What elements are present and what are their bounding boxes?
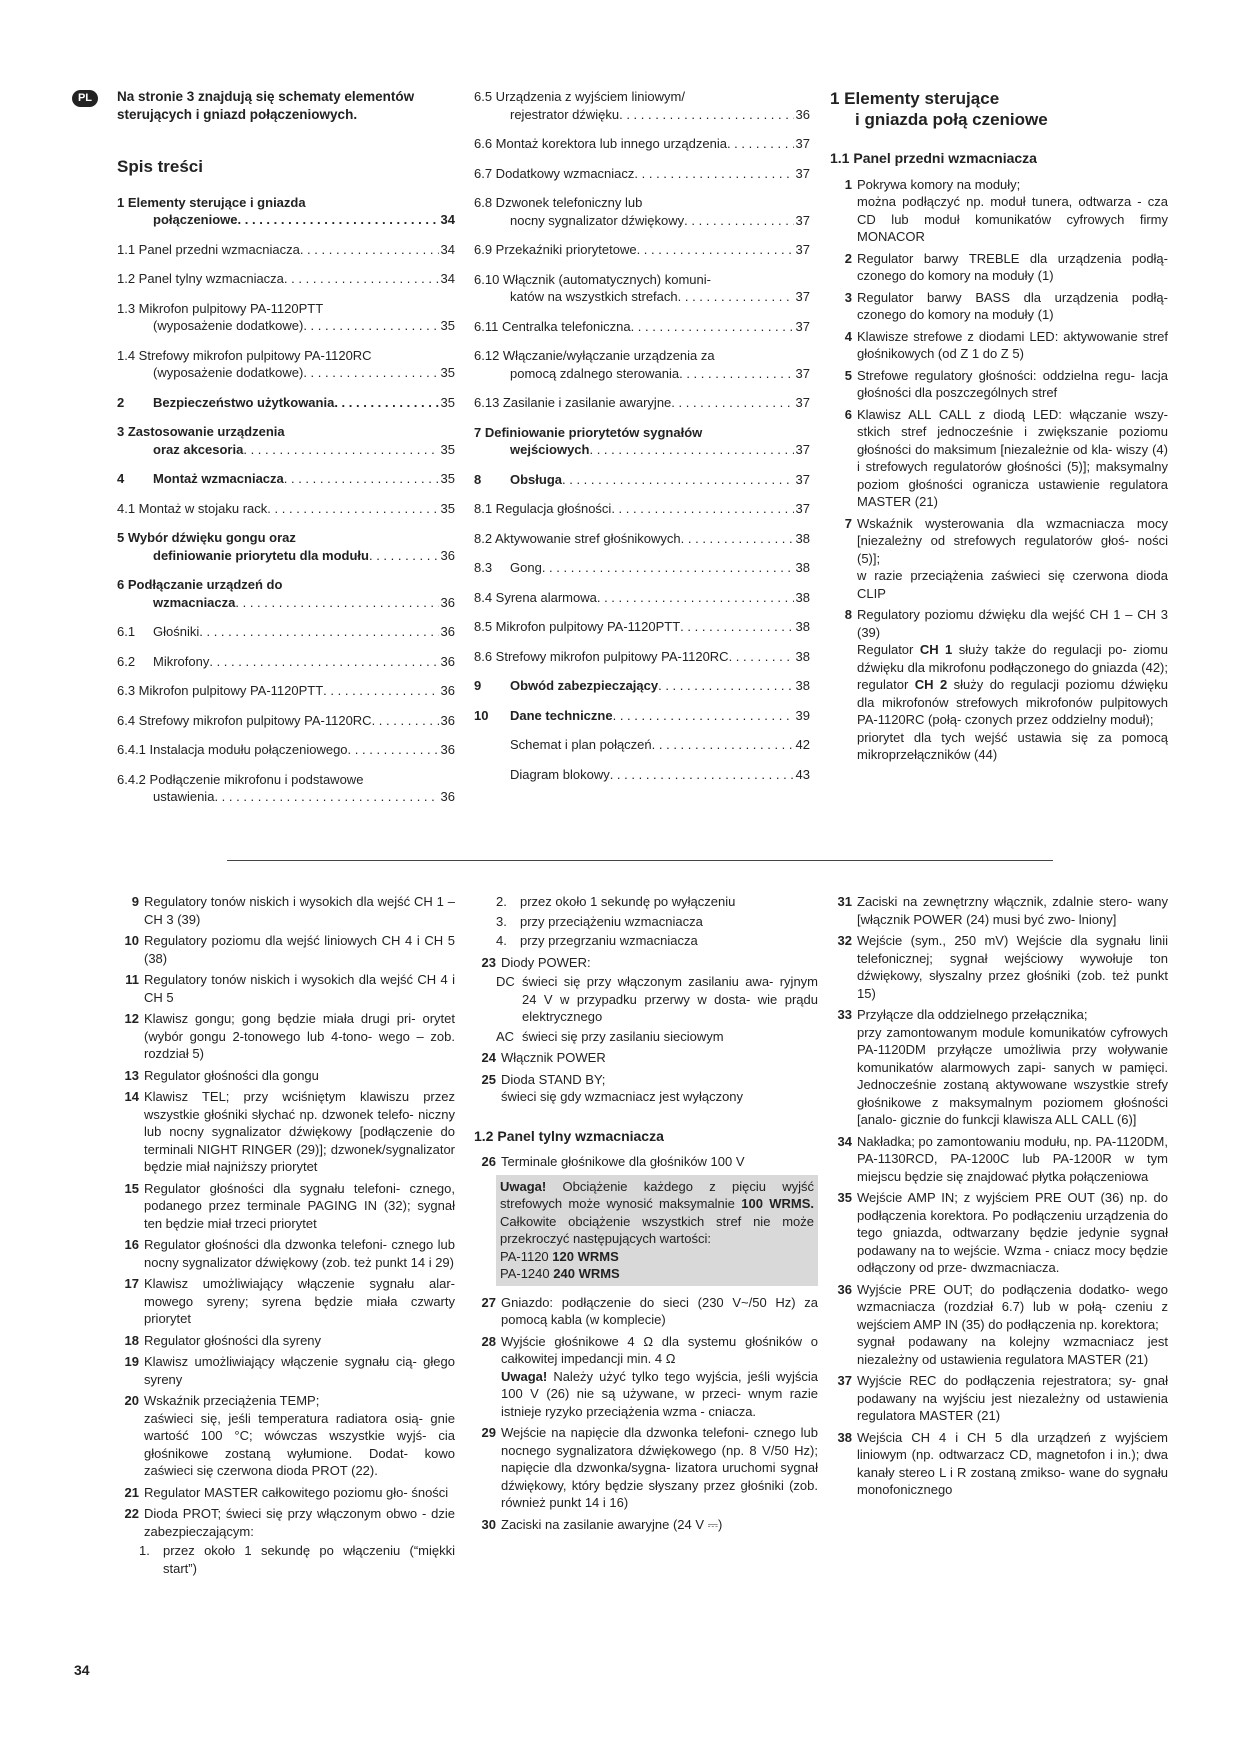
sub-list-item: 1. przez około 1 sekundę po włączeniu (“miękki start”) [139,1543,455,1576]
list-item: 33 Przyłącze dla oddzielnego przełącznika; przy zamontowanym module komunikatów cyfrowych PA-1120DM przyłącze umożliwia przy woływanie komunikatów alarmowych zapi- sanych w pamięci. Jednocześnie zostaną aktywowane wszystkie strefy głośnikowe z maksymalnym poziomem głośności [analo- gicznie do funkcji klawisza ALL CALL (6)] [837,1007,1168,1127]
toc-entry: 2 Bezpieczeństwo użytkowania . . . 35 [117,394,455,412]
sub-list-item: DC świeci się przy włączonym zasilaniu awa- ryjnym 24 V w przypadku przerwy w dosta- wie prądu elektrycznego [496,974,818,1024]
list-item: 14 Klawisz TEL; przy wciśniętym klawiszu przez wszystkie głośniki słychać np. dzwonek telefo- niczny lub nocny sygnalizator dźwiękowy [podłączenie do terminali NIGHT RINGER (29)]; dzwonek/sygnalizator będzie miał najniższy priorytet [124,1089,455,1174]
toc-entry: 8.4 Syrena alarmowa . . . 38 [474,589,810,607]
sub-list-item: AC świeci się przy zasilaniu sieciowym [496,1028,724,1044]
list-item: 3 Regulator barwy BASS dla urządzenia podłą- czonego do komory na moduły (1) [844,289,1168,322]
list-item: 7 Wskaźnik wysterowania dla wzmacniacza mocy [niezależny od strefowych regulatorów głoś- ności (5)]; w razie przeciążenia zaświeci się czerwona dioda CLIP [844,515,1168,601]
toc-entry: 1 Elementy sterujące i gniazda połączeniowe . . . 34 [117,194,455,229]
list-item: 19 Klawisz umożliwiający włączenie sygnału cią- głego syreny [124,1354,455,1387]
toc-entry: 6.2 Mikrofony . . . 36 [117,653,455,671]
section-divider [227,860,1053,861]
toc-entry: 8.2 Aktywowanie stref głośnikowych . . . 38 [474,530,810,548]
toc-entry: 4 Montaż wzmacniacza . . . 35 [117,470,455,488]
list-item: 18 Regulator głośności dla syreny [124,1332,322,1348]
list-item: 20 Wskaźnik przeciążenia TEMP; zaświeci się, jeśli temperatura radiatora osią- gnie wartość 100 °C; wówczas wszystkie wyjś- cia głośnikowe zostaną wyłumione. Dodat- kowo zaświeci się czerwona dioda PROT (22). [124,1393,455,1478]
toc-entry: 6.10 Włącznik (automatycznych) komuni- katów na wszystkich strefach . . . 37 [474,271,810,306]
list-item: 37 Wyjście REC do podłączenia rejestratora; sy- gnał podawany na wyjściu jest niezależny od ustawienia regulatora MASTER (21) [837,1373,1168,1423]
toc-entry: 6.4.2 Podłączenie mikrofonu i podstawowe ustawienia . . . 36 [117,771,455,806]
toc-column-2 [474,88,810,795]
list-item: 6 Klawisz ALL CALL z diodą LED: włączanie wszy- stkich stref jednocześnie i zwiększanie poziomu głośności do maksimum [niezależnie od kla- wiszy (4) i strefowych regulatorów głośności (5)]; maksymalny poziom głośności ogranicza ustawienie regulatora MASTER (21) [844,406,1168,509]
sub-list-item: 4. przy przegrzaniu wzmacniacza [496,933,698,948]
toc-entry: 9 Obwód zabezpieczający . . . 38 [474,677,810,695]
sub-list-item: 2. przez około 1 sekundę po wyłączeniu [496,894,736,909]
list-item: 34 Nakładka; po zamontowaniu modułu, np. PA-1120DM, PA-1130RCD, PA-1200C lub PA-1200R w tym miejscu będzie się znajdować płytka połączeniowa [837,1133,1168,1184]
toc-entry: 8 Obsługa . . . 37 [474,471,810,489]
toc-entry: 1.3 Mikrofon pulpitowy PA-1120PTT (wyposażenie dodatkowe) . . . 35 [117,300,455,335]
bottom-column-2 [474,893,818,1537]
list-item: 23 Diody POWER: [481,954,591,970]
list-item: 36 Wyjście PRE OUT; do podłączenia dodatko- wego wzmacniacza (rozdział 6.7) lub w połą- czeniu z wejściem AMP IN (35) do podłączenia np. korektora; sygnał podawany na kolejny wzmacniacz jest niezależny od ustawienia regulatora MASTER (21) [837,1281,1168,1367]
intro-text: Na stronie 3 znajdują się schematy elementów sterujących i gniazd połączeniowych. [117,89,415,122]
toc-entry: 6.1 Głośniki . . . 36 [117,623,455,641]
list-item: 21 Regulator MASTER całkowitego poziomu gło- śności [124,1484,449,1500]
toc-entry: 3 Zastosowanie urządzenia oraz akcesoria . . . 35 [117,423,455,458]
sub-list-item: 3. przy przeciążeniu wzmacniacza [496,913,703,929]
list-item: 31 Zaciski na zewnętrzny włącznik, zdalnie stero- wany [włącznik POWER (24) musi być zwo- lniony] [837,894,1168,927]
toc-entry: 1.2 Panel tylny wzmacniacza . . . 34 [117,270,455,288]
section-1-column [830,88,1168,768]
toc-entry: 6.4.1 Instalacja modułu połączeniowego . . . 36 [117,741,455,759]
toc-entry: 6.9 Przekaźniki priorytetowe . . . 37 [474,241,810,259]
list-item: 27 Gniazdo: podłączenie do sieci (230 V~/50 Hz) za pomocą kabla (w komplecie) [481,1294,818,1327]
list-item: 9 Regulatory tonów niskich i wysokich dla wejść CH 1 – CH 3 (39) [131,894,455,927]
section-title: 1 Elementy sterujące i gniazda połą czeniowe [830,89,1048,129]
toc-entry: 6.6 Montaż korektora lub innego urządzenia . . . 37 [474,135,810,153]
list-item: 26 Terminale głośnikowe dla głośników 100 V [481,1154,745,1169]
toc-entry: 1.1 Panel przedni wzmacniacza . . . 34 [117,241,455,259]
list-item: 5 Strefowe regulatory głośności: oddzielna regu- lacja głośności dla poszczególnych stref [844,367,1168,400]
list-item: 11 Regulatory tonów niskich i wysokich dla wejść CH 4 i CH 5 [125,972,455,1005]
list-item: 38 Wejścia CH 4 i CH 5 dla urządzeń z wyjściem liniowym (np. odtwarzacz CD, magnetofon i in.); dwa kanały stereo L i R zostaną zmikso- wane do sygnału monofonicznego [837,1429,1168,1497]
toc-entry: 6.13 Zasilanie i zasilanie awaryjne . . . 37 [474,394,810,412]
list-item: 10 Regulatory poziomu dla wejść liniowych CH 4 i CH 5 (38) [124,933,455,966]
toc-entry: 6.5 Urządzenia z wyjściem liniowym/ rejestrator dźwięku . . . 36 [474,88,810,123]
toc-entry: 6 Podłączanie urządzeń do wzmacniacza . . . 36 [117,576,455,611]
subsection-title: 1.2 Panel tylny wzmacniacza [474,1127,664,1144]
warning-box: Uwaga! Obciążenie każdego z pięciu wyjść strefowych może wynosić maksymalnie 100 WRMS. Całkowite obciążenie wszystkich stref nie może przekroczyć następujących wartości: PA-1120 120 WRMS PA-1240 240 WRMS [496,1175,818,1286]
list-item: 2 Regulator barwy TREBLE dla urządzenia podłą- czonego do komory na moduły (1) [844,250,1168,283]
list-item: 1 Pokrywa komory na moduły; można podłączyć np. moduł tunera, odtwarza - cza CD lub moduł komunikatów cyfrowych firmy MONACOR [844,176,1168,244]
toc-entry: 8.6 Strefowy mikrofon pulpitowy PA-1120RC . . . 38 [474,648,810,666]
toc-entry: 8.1 Regulacja głośności . . . 37 [474,500,810,518]
toc-entry: 6.3 Mikrofon pulpitowy PA-1120PTT . . . 36 [117,682,455,700]
list-item: 16 Regulator głośności dla dzwonka telefoni- cznego lub nocny sygnalizator dźwiękowy (zob. też punkt 14 i 29) [124,1237,455,1270]
language-badge: PL [72,90,98,107]
toc-entry: 6.11 Centralka telefoniczna . . . 37 [474,318,810,336]
list-item: 28 Wyjście głośnikowe 4 Ω dla systemu głośników o całkowitej impedancji min. 4 Ω Uwaga! Należy użyć tylko tego wyjścia, jeśli wyjścia 100 V (26) nie są używane, w przeci- wnym razie istnieje ryzyko przeciążenia wzma - cniacza. [481,1333,818,1419]
list-item: 15 Regulator głośności dla sygnału telefoni- cznego, podanego przez terminale PAGING IN (32); sygnał ten będzie miał trzeci priorytet [124,1180,455,1231]
list-item: 17 Klawisz umożliwiający włączenie sygnału alar- mowego syreny; syrena będzie miała czwarty priorytet [124,1276,455,1326]
toc-title: Spis treści [117,157,203,176]
toc-entry: 6.7 Dodatkowy wzmacniacz . . . 37 [474,165,810,183]
toc-entry: 8.3 Gong . . . 38 [474,559,810,577]
toc-entry: 6.4 Strefowy mikrofon pulpitowy PA-1120RC . . . 36 [117,712,455,730]
list-item: 8 Regulatory poziomu dźwięku dla wejść CH 1 – CH 3 (39) Regulator CH 1 służy także do regulacji po- ziomu dźwięku dla mikrofonu podłączonego do gniazda (42); regulator CH 2 służy do regulacji poziomu dźwięku dla mikrofonów strefowych mikrofonów pulpitowych PA-1120RC (połą- czonych przez oddzielny moduł); priorytet dla tych wejść ustawia się za pomocą mikroprzełączników (44) [844,607,1168,762]
list-item: 24 Włącznik POWER [481,1050,606,1065]
bottom-column-1 [117,893,455,1579]
toc-entry: 5 Wybór dźwięku gongu oraz definiowanie priorytetu dla modułu . . . 36 [117,529,455,564]
toc-entry: 6.12 Włączanie/wyłączanie urządzenia za pomocą zdalnego sterowania . . . 37 [474,347,810,382]
toc-entry: 7 Definiowanie priorytetów sygnałów wejściowych . . . 37 [474,424,810,459]
list-item: 35 Wejście AMP IN; z wyjściem PRE OUT (36) np. do podłączenia korektora. Po podłączeniu urządzenia do tego gniazda, odtwarzany będzie jedynie sygnał podawany na to wejście. Wzma - cniacz mocy będzie odłączony od prze- dwzmacniacza. [837,1190,1168,1275]
toc-entry: 1.4 Strefowy mikrofon pulpitowy PA-1120RC (wyposażenie dodatkowe) . . . 35 [117,347,455,382]
list-item: 32 Wejście (sym., 250 mV) Wejście dla sygnału linii telefonicznej; sygnał wejściowy wywołuje ton dźwiękowy, słyszalny przez głośniki (zob. też punkt 15) [837,933,1168,1001]
toc-column-1 [117,88,455,818]
toc-entry: 10 Dane techniczne . . . 39 [474,707,810,725]
toc-entry: Diagram blokowy . . . 43 [474,766,810,784]
page-number: 34 [74,1662,90,1678]
subsection-title: 1.1 Panel przedni wzmacniacza [830,150,1037,166]
toc-entry: 4.1 Montaż w stojaku rack . . . 35 [117,500,455,518]
list-item: 13 Regulator głośności dla gongu [124,1067,319,1083]
list-item: 12 Klawisz gongu; gong będzie miała drugi pri- orytet (wybór gongu 2-tonowego lub 4-tono- wego – zob. rozdział 5) [124,1011,455,1061]
toc-entry: 8.5 Mikrofon pulpitowy PA-1120PTT . . . 38 [474,618,810,636]
list-item: 25 Dioda STAND BY; świeci się gdy wzmacniacz jest wyłączony [481,1071,744,1104]
toc-entry: 6.8 Dzwonek telefoniczny lub nocny sygnalizator dźwiękowy . . . 37 [474,194,810,229]
list-item: 29 Wejście na napięcie dla dzwonka telefoni- cznego lub nocnego sygnalizatora dźwiękowego (np. 8 V/50 Hz); napięcie dla dzwonka/sygna- lizatora uruchomi sygnał dźwiękowy, który będzie słyszany przez głośniki (zob. również punkt 14 i 16) [481,1425,818,1510]
list-item: 22 Dioda PROT; świeci się przy włączonym obwo - dzie zabezpieczającym: [124,1506,455,1539]
bottom-column-3 [830,893,1168,1503]
toc-entry: Schemat i plan połączeń . . . 42 [474,736,810,754]
list-item: 30 Zaciski na zasilanie awaryjne (24 V ⎓) [481,1516,723,1532]
list-item: 4 Klawisze strefowe z diodami LED: aktywowanie stref głośnikowych (od Z 1 do Z 5) [844,328,1168,361]
